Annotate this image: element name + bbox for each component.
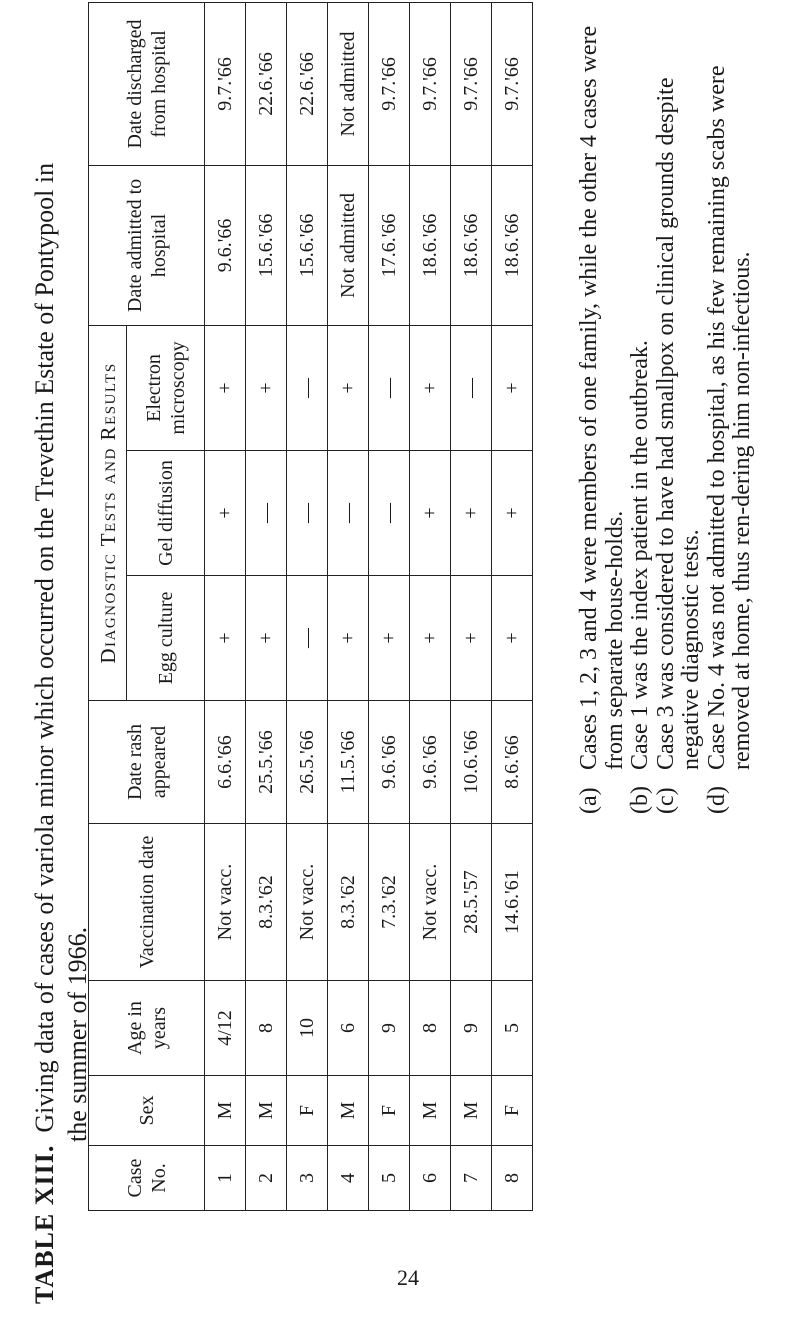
cell-sex: M [205,1076,246,1146]
cell-age: 10 [287,981,328,1076]
cell-rash: 9.6.'66 [410,701,451,824]
table-row [205,2,246,1210]
table-row [328,2,369,1210]
cell-egg: + [205,576,246,701]
cell-age: 4/12 [205,981,246,1076]
cell-sex: M [328,1076,369,1146]
footnote-text: Case 3 was considered to have had smallpox on clinical grounds despite negative diagnostic tests. [652,77,704,770]
cell-admitted: 18.6.'66 [492,165,533,325]
footnote-text: Cases 1, 2, 3 and 4 were members of one family, while the other 4 cases were from separate house-holds. [576,25,628,770]
header-diagnostic-tests: Diagnostic Tests and Results [89,325,127,700]
header-age: Age in years [89,981,205,1076]
cell-admitted: 17.6.'66 [369,165,410,325]
cell-vaccination: 14.6.'61 [492,824,533,981]
cell-rash: 11.5.'66 [328,701,369,824]
cell-egg: + [328,576,369,701]
caption-text-line2: the summer of 1966. [63,926,92,1142]
footnote-key: (a) [576,787,602,814]
cell-rash: 26.5.'66 [287,701,328,824]
cell-egg: — [287,576,328,701]
cell-vaccination: 8.3.'62 [246,824,287,981]
cell-em: + [410,325,451,450]
header-sex: Sex [89,1076,205,1146]
cell-gel: + [205,451,246,576]
cell-sex: M [410,1076,451,1146]
footnote-c [654,14,705,814]
cell-case-no: 4 [328,1146,369,1211]
table-caption [28,34,94,1304]
cell-gel: — [287,451,328,576]
cell-rash: 10.6.'66 [451,701,492,824]
header-rash-date: Date rash appeared [89,701,205,824]
cell-admitted: Not admitted [328,165,369,325]
cell-case-no: 3 [287,1146,328,1211]
cell-age: 9 [369,981,410,1076]
cell-gel: + [492,451,533,576]
cell-case-no: 1 [205,1146,246,1211]
cell-age: 8 [246,981,287,1076]
cell-discharged: 22.6.'66 [246,2,287,165]
cell-rash: 9.6.'66 [369,701,410,824]
header-vaccination-date: Vaccination date [89,824,205,981]
cell-gel: — [246,451,287,576]
cell-rash: 8.6.'66 [492,701,533,824]
footnote-a [577,14,628,814]
cell-gel: — [328,451,369,576]
cell-case-no: 2 [246,1146,287,1211]
cell-rash: 6.6.'66 [205,701,246,824]
cell-discharged: 9.7.'66 [369,2,410,165]
cell-age: 9 [451,981,492,1076]
cell-em: — [369,325,410,450]
cell-discharged: 9.7.'66 [205,2,246,165]
cell-sex: F [287,1076,328,1146]
cell-sex: F [369,1076,410,1146]
cell-gel: + [451,451,492,576]
cell-case-no: 5 [369,1146,410,1211]
footnote-key: (d) [703,786,730,814]
header-date-discharged: Date discharged from hospital [89,2,205,165]
cell-gel: — [369,451,410,576]
cell-egg: + [369,576,410,701]
cell-gel: + [410,451,451,576]
cell-case-no: 8 [492,1146,533,1211]
table-row [369,2,410,1210]
cell-em: + [205,325,246,450]
cell-age: 5 [492,981,533,1076]
page-number: 24 [397,1265,419,1290]
table-row [410,2,451,1210]
cell-discharged: Not admitted [328,2,369,165]
cell-em: — [287,325,328,450]
cell-case-no: 7 [451,1146,492,1211]
cell-discharged: 9.7.'66 [451,2,492,165]
table-label: TABLE XIII. [30,1144,59,1304]
cell-egg: + [451,576,492,701]
cell-em: + [246,325,287,450]
cell-discharged: 9.7.'66 [492,2,533,165]
cell-admitted: 15.6.'66 [246,165,287,325]
cell-vaccination: 7.3.'62 [369,824,410,981]
cell-vaccination: 28.5.'57 [451,824,492,981]
cell-discharged: 22.6.'66 [287,2,328,165]
cell-sex: M [246,1076,287,1146]
header-case-no: Case No. [89,1146,205,1211]
table-row [287,2,328,1210]
cell-discharged: 9.7.'66 [410,2,451,165]
cell-vaccination: 8.3.'62 [328,824,369,981]
cell-sex: M [451,1076,492,1146]
header-egg-culture: Egg culture [127,576,205,701]
cell-em: + [492,325,533,450]
cell-admitted: 15.6.'66 [287,165,328,325]
cell-vaccination: Not vacc. [410,824,451,981]
cell-egg: + [492,576,533,701]
footnotes [577,14,756,814]
footnote-text: Case No. 4 was not admitted to hospital, as his few remaining scabs were removed at home, thus ren-dering him non-infectious. [703,65,755,770]
cell-em: + [328,325,369,450]
cell-rash: 25.5.'66 [246,701,287,824]
cases-table [88,2,533,1211]
cell-em: — [451,325,492,450]
footnote-key: (c) [652,787,679,814]
caption-text-line1: Giving data of cases of variola minor which occurred on the Trevethin Estate of Pontypool in [30,162,59,1133]
cell-admitted: 18.6.'66 [451,165,492,325]
cell-age: 6 [328,981,369,1076]
table-row [492,2,533,1210]
footnote-key: (b) [627,786,653,814]
header-date-admitted: Date admitted to hospital [89,165,205,325]
cell-vaccination: Not vacc. [287,824,328,981]
footnote-b [628,14,654,814]
cell-egg: + [410,576,451,701]
cell-egg: + [246,576,287,701]
table-row [451,2,492,1210]
footnote-text: Case 1 was the index patient in the outbreak. [627,340,653,770]
footnote-d [705,14,756,814]
header-electron-microscopy: Electron microscopy [127,325,205,450]
header-gel-diffusion: Gel diffusion [127,451,205,576]
cell-sex: F [492,1076,533,1146]
cell-case-no: 6 [410,1146,451,1211]
cell-vaccination: Not vacc. [205,824,246,981]
cell-age: 8 [410,981,451,1076]
cell-admitted: 9.6.'66 [205,165,246,325]
cell-admitted: 18.6.'66 [410,165,451,325]
table-row [246,2,287,1210]
